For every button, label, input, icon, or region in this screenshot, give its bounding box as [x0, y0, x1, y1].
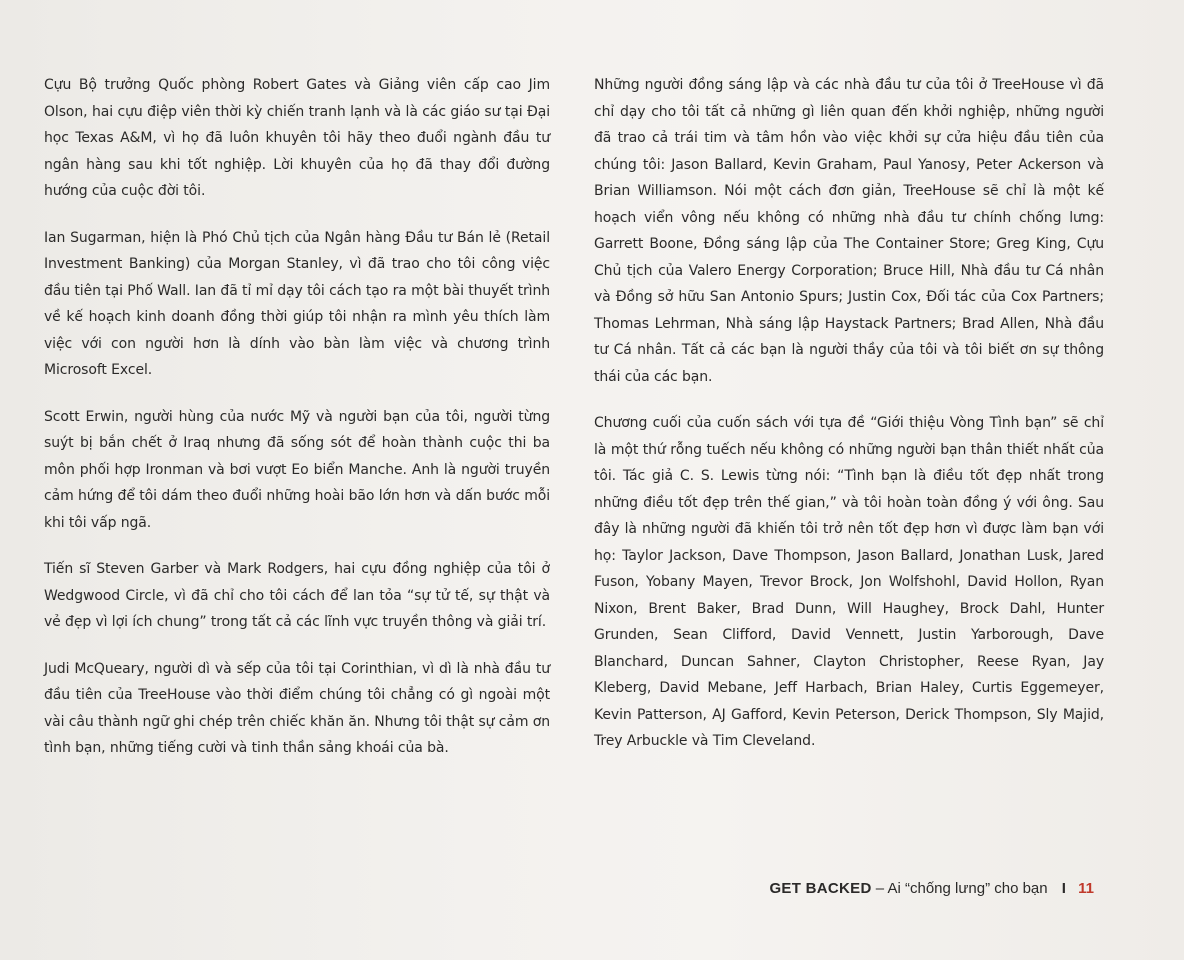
- left-column: [44, 72, 550, 782]
- page-footer: [769, 880, 1094, 897]
- paragraph: Scott Erwin, người hùng của nước Mỹ và người bạn của tôi, người từng suýt bị bắn chết ở Iraq nhưng đã sống sót để hoàn thành cuộc thi ba môn phối hợp Ironman và bơi vượt Eo biển Manche. Anh là người truyền cảm hứng để tôi dám theo đuổi những hoài bão lớn hơn và dấn bước mỗi khi tôi vấp ngã.: [44, 408, 550, 531]
- book-subtitle: – Ai “chống lưng” cho bạn: [875, 880, 1048, 897]
- paragraph: Chương cuối của cuốn sách với tựa đề “Giới thiệu Vòng Tình bạn” sẽ chỉ là một thứ rỗng tuếch nếu không có những người bạn thân thiết nhất của tôi. Tác giả C. S. Lewis từng nói: “Tình bạn là điều tốt đẹp nhất trong những điều tốt đẹp trên thế gian,” và tôi hoàn toàn đồng ý với ông. Sau đây là những người đã khiến tôi trở nên tốt đẹp hơn vì được làm bạn với họ: Taylor Jackson, Dave Thompson, Jason Ballard, Jonathan Lusk, Jared Fuson, Yobany Mayen, Trevor Brock, Jon Wolfshohl, David Hollon, Ryan Nixon, Brent Baker, Brad Dunn, Will Haughey, Brock Dahl, Hunter Grunden, Sean Clifford, David Vennett, Justin Yarborough, Dave Blanchard, Duncan Sahner, Clayton Christopher, Reese Ryan, Jay Kleberg, David Mebane, Jeff Harbach, Brian Haley, Curtis Eggemeyer, Kevin Patterson, AJ Gafford, Kevin Peterson, Derick Thompson, Sly Majid, Trey Arbuckle và Tim Cleveland.: [594, 415, 1104, 749]
- right-column: [594, 72, 1104, 775]
- paragraph: Ian Sugarman, hiện là Phó Chủ tịch của Ngân hàng Đầu tư Bán lẻ (Retail Investment Banking) của Morgan Stanley, vì đã trao cho tôi công việc đầu tiên tại Phố Wall. Ian đã tỉ mỉ dạy tôi cách tạo ra một bài thuyết trình về kế hoạch kinh doanh đồng thời giúp tôi nhận ra mình yêu thích làm việc với con người hơn là dính vào bàn làm việc và chương trình Microsoft Excel.: [44, 229, 550, 378]
- paragraph: Cựu Bộ trưởng Quốc phòng Robert Gates và Giảng viên cấp cao Jim Olson, hai cựu điệp viên thời kỳ chiến tranh lạnh và là các giáo sư tại Đại học Texas A&M, vì họ đã luôn khuyên tôi hãy theo đuổi ngành đầu tư ngân hàng sau khi tốt nghiệp. Lời khuyên của họ đã thay đổi đường hướng của cuộc đời tôi.: [44, 77, 550, 199]
- page-number: 11: [1078, 880, 1094, 897]
- footer-separator: I: [1061, 880, 1066, 897]
- paragraph: Những người đồng sáng lập và các nhà đầu tư của tôi ở TreeHouse vì đã chỉ dạy cho tôi tất cả những gì liên quan đến khởi nghiệp, những người đã trao cả trái tim và tâm hồn vào việc khởi sự cửa hiệu đầu tiên của chúng tôi: Jason Ballard, Kevin Graham, Paul Yanosy, Peter Ackerson và Brian Williamson. Nói một cách đơn giản, TreeHouse sẽ chỉ là một kế hoạch viển vông nếu không có những nhà đầu tư chính chống lưng: Garrett Boone, Đồng sáng lập của The Container Store; Greg King, Cựu Chủ tịch của Valero Energy Corporation; Bruce Hill, Nhà đầu tư Cá nhân và Đồng sở hữu San Antonio Spurs; Justin Cox, Đối tác của Cox Partners; Thomas Lehrman, Nhà sáng lập Haystack Partners; Brad Allen, Nhà đầu tư Cá nhân. Tất cả các bạn là người thầy của tôi và tôi biết ơn sự thông thái của các bạn.: [594, 77, 1104, 385]
- paragraph: Tiến sĩ Steven Garber và Mark Rodgers, hai cựu đồng nghiệp của tôi ở Wedgwood Circle, vì đã chỉ cho tôi cách để lan tỏa “sự tử tế, sự thật và vẻ đẹp vì lợi ích chung” trong tất cả các lĩnh vực truyền thông và giải trí.: [44, 561, 550, 630]
- book-title: GET BACKED: [769, 880, 872, 897]
- paragraph: Judi McQueary, người dì và sếp của tôi tại Corinthian, vì dì là nhà đầu tư đầu tiên của TreeHouse vào thời điểm chúng tôi chẳng có gì ngoài một vài câu thành ngữ ghi chép trên chiếc khăn ăn. Nhưng tôi thật sự cảm ơn tình bạn, những tiếng cười và tinh thần sảng khoái của bà.: [44, 660, 550, 756]
